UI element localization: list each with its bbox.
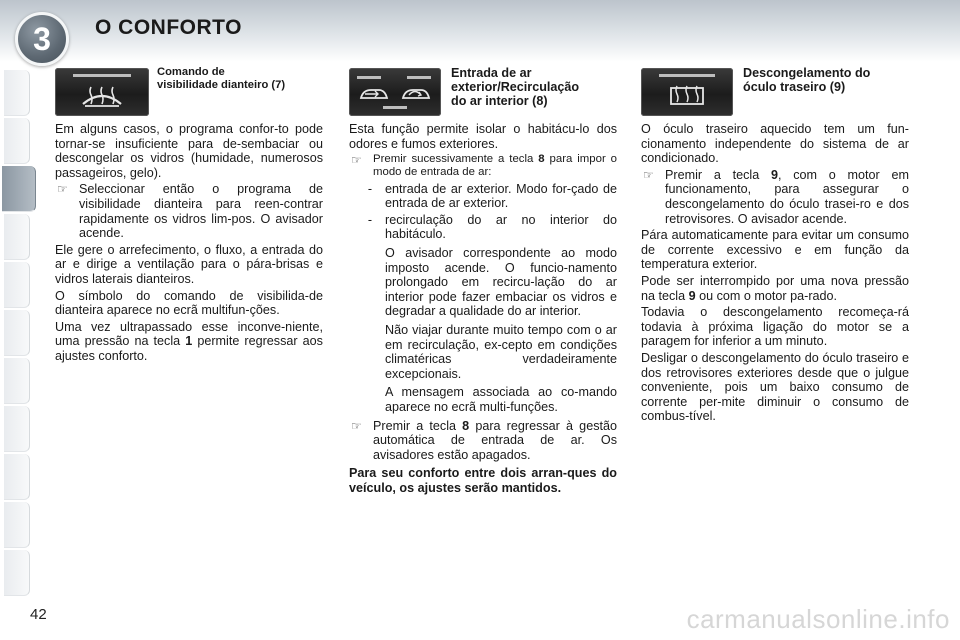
paragraph: Pára automaticamente para evitar um consumo de corrente excessivo e em função da temperatura exterior. bbox=[641, 228, 909, 272]
paragraph bbox=[641, 274, 909, 303]
heading-line: do ar interior (8) bbox=[451, 94, 548, 108]
chapter-tab-5[interactable] bbox=[4, 262, 30, 308]
chapter-tab-8[interactable] bbox=[4, 406, 30, 452]
key-number: 8 bbox=[462, 418, 470, 433]
indented-paragraph: O avisador correspondente ao modo imposto acende. O funcio-namento prolongado em recircu-lação do ar interior pode fazer embaciar os vidros e degradar a qualidade do ar interior. bbox=[385, 245, 617, 319]
chapter-tab-rail bbox=[0, 70, 34, 580]
key-number: 8 bbox=[538, 153, 545, 166]
text-run: para impor o modo de entrada de ar: bbox=[373, 153, 617, 179]
heading-line: Entrada de ar bbox=[451, 66, 532, 80]
heading-line: Descongelamento do bbox=[743, 66, 871, 80]
chapter-tab-10[interactable] bbox=[4, 502, 30, 548]
bullet-text bbox=[373, 419, 617, 463]
front-demist-icon bbox=[55, 68, 149, 116]
chapter-tab-3-active[interactable] bbox=[2, 166, 36, 212]
key-number: 1 bbox=[185, 334, 193, 349]
dash-symbol: - bbox=[367, 181, 373, 196]
rear-defrost-icon bbox=[641, 68, 733, 116]
section-header bbox=[55, 66, 323, 118]
chapter-tab-1[interactable] bbox=[4, 70, 30, 116]
page-number: 42 bbox=[30, 606, 47, 623]
front-demist-button-image bbox=[55, 68, 149, 116]
bullet-text bbox=[373, 153, 617, 179]
bullet-hand-icon: ☞ bbox=[643, 167, 654, 182]
indented-paragraph: Não viajar durante muito tempo com o ar em recirculação, ex-cepto em condições climatéricas verdadeiramente excepcionais. bbox=[385, 322, 617, 381]
column-rear-defrost bbox=[641, 66, 909, 426]
dash-text: entrada de ar exterior. Modo for-çado de entrada de ar exterior. bbox=[385, 181, 617, 211]
bullet-item bbox=[349, 419, 617, 463]
bullet-hand-icon: ☞ bbox=[57, 182, 68, 197]
air-intake-button-image bbox=[349, 68, 441, 116]
air-recirculation-icon bbox=[349, 68, 441, 116]
text-run: Uma vez ultrapassado esse inconve-niente, uma pressão na tecla bbox=[55, 319, 323, 349]
paragraph: O símbolo do comando de visibilida-de dianteira aparece no ecrã multifun-ções. bbox=[55, 288, 323, 318]
bullet-text: Seleccionar então o programa de visibilidade dianteira para reen-contrar rapidamente os vidros lim-pos. O avisador acende. bbox=[79, 182, 323, 241]
section-header bbox=[349, 66, 617, 118]
bold-note: Para seu conforto entre dois arran-ques do veículo, os ajustes serão mantidos. bbox=[349, 466, 617, 495]
bullet-text bbox=[665, 168, 909, 226]
paragraph: O óculo traseiro aquecido tem um fun-cionamento independente do sistema de ar condicionado. bbox=[641, 122, 909, 166]
bullet-item bbox=[641, 168, 909, 226]
heading-line: exterior/Recirculação bbox=[451, 80, 580, 94]
section-header bbox=[641, 66, 909, 118]
chapter-tab-2[interactable] bbox=[4, 118, 30, 164]
indented-paragraph: A mensagem associada ao co-mando aparece no ecrã multi-funções. bbox=[385, 385, 617, 414]
bullet-hand-icon: ☞ bbox=[351, 153, 362, 168]
text-run: ou com o motor pa-rado. bbox=[695, 288, 838, 303]
section-heading bbox=[157, 66, 285, 91]
text-run: Premir a tecla bbox=[373, 418, 463, 433]
column-front-visibility bbox=[55, 66, 323, 366]
bullet-hand-icon: ☞ bbox=[351, 418, 362, 433]
text-run: Pode ser interrompido por uma nova pressão na tecla bbox=[641, 273, 909, 303]
paragraph: Desligar o descongelamento do óculo traseiro e dos retrovisores exteriores desde que o julgue conveniente, pois um baixo consumo de corrente per-mite diminuir o consumo de combus-tível. bbox=[641, 350, 909, 424]
chapter-number-badge: 3 bbox=[15, 12, 69, 66]
dash-item bbox=[349, 213, 617, 242]
dash-item bbox=[349, 182, 617, 211]
watermark: carmanualsonline.info bbox=[686, 604, 950, 634]
chapter-tab-11[interactable] bbox=[4, 550, 30, 596]
paragraph: Ele gere o arrefecimento, o fluxo, a entrada do ar e dirige a ventilação para o pára-brisas e vidros laterais dianteiros. bbox=[55, 242, 323, 286]
dash-symbol: - bbox=[367, 212, 373, 227]
chapter-tab-7[interactable] bbox=[4, 358, 30, 404]
rear-defrost-button-image bbox=[641, 68, 733, 116]
key-number: 9 bbox=[770, 167, 778, 182]
paragraph bbox=[55, 320, 323, 364]
paragraph: Esta função permite isolar o habitácu-lo dos odores e fumos exteriores. bbox=[349, 122, 617, 151]
page-title: O CONFORTO bbox=[95, 16, 242, 39]
dash-text: recirculação do ar no interior do habitáculo. bbox=[385, 212, 617, 242]
text-run: para regressar à gestão automática de entrada de ar. Os avisadores estão apagados. bbox=[373, 418, 617, 462]
text-run: permite regressar aos ajustes conforto. bbox=[55, 334, 323, 363]
bullet-item bbox=[349, 153, 617, 179]
heading-line: Comando de bbox=[157, 66, 225, 78]
bullet-item bbox=[55, 182, 323, 240]
chapter-tab-9[interactable] bbox=[4, 454, 30, 500]
chapter-tab-4[interactable] bbox=[4, 214, 30, 260]
heading-line: óculo traseiro (9) bbox=[743, 80, 846, 94]
text-run: Premir sucessivamente a tecla bbox=[373, 153, 539, 166]
text-run: , com o motor em funcionamento, para assegurar o descongelamento do óculo trasei-ro e dos retrovisores. O avisador acende. bbox=[665, 167, 909, 226]
section-heading bbox=[451, 66, 579, 108]
section-heading bbox=[743, 66, 870, 94]
chapter-tab-6[interactable] bbox=[4, 310, 30, 356]
paragraph: Em alguns casos, o programa confor-to pode tornar-se insuficiente para de-sembaciar ou descongelar os vidros (humidade, numerosos passageiros, gelo). bbox=[55, 122, 323, 180]
text-run: Premir a tecla bbox=[665, 167, 771, 182]
column-air-recirculation bbox=[349, 66, 617, 497]
paragraph: Todavia o descongelamento recomeça-rá todavia à próxima ligação do motor se a paragem for inferior a um minuto. bbox=[641, 305, 909, 349]
heading-line: visibilidade dianteiro (7) bbox=[157, 78, 286, 91]
key-number: 9 bbox=[688, 288, 696, 303]
